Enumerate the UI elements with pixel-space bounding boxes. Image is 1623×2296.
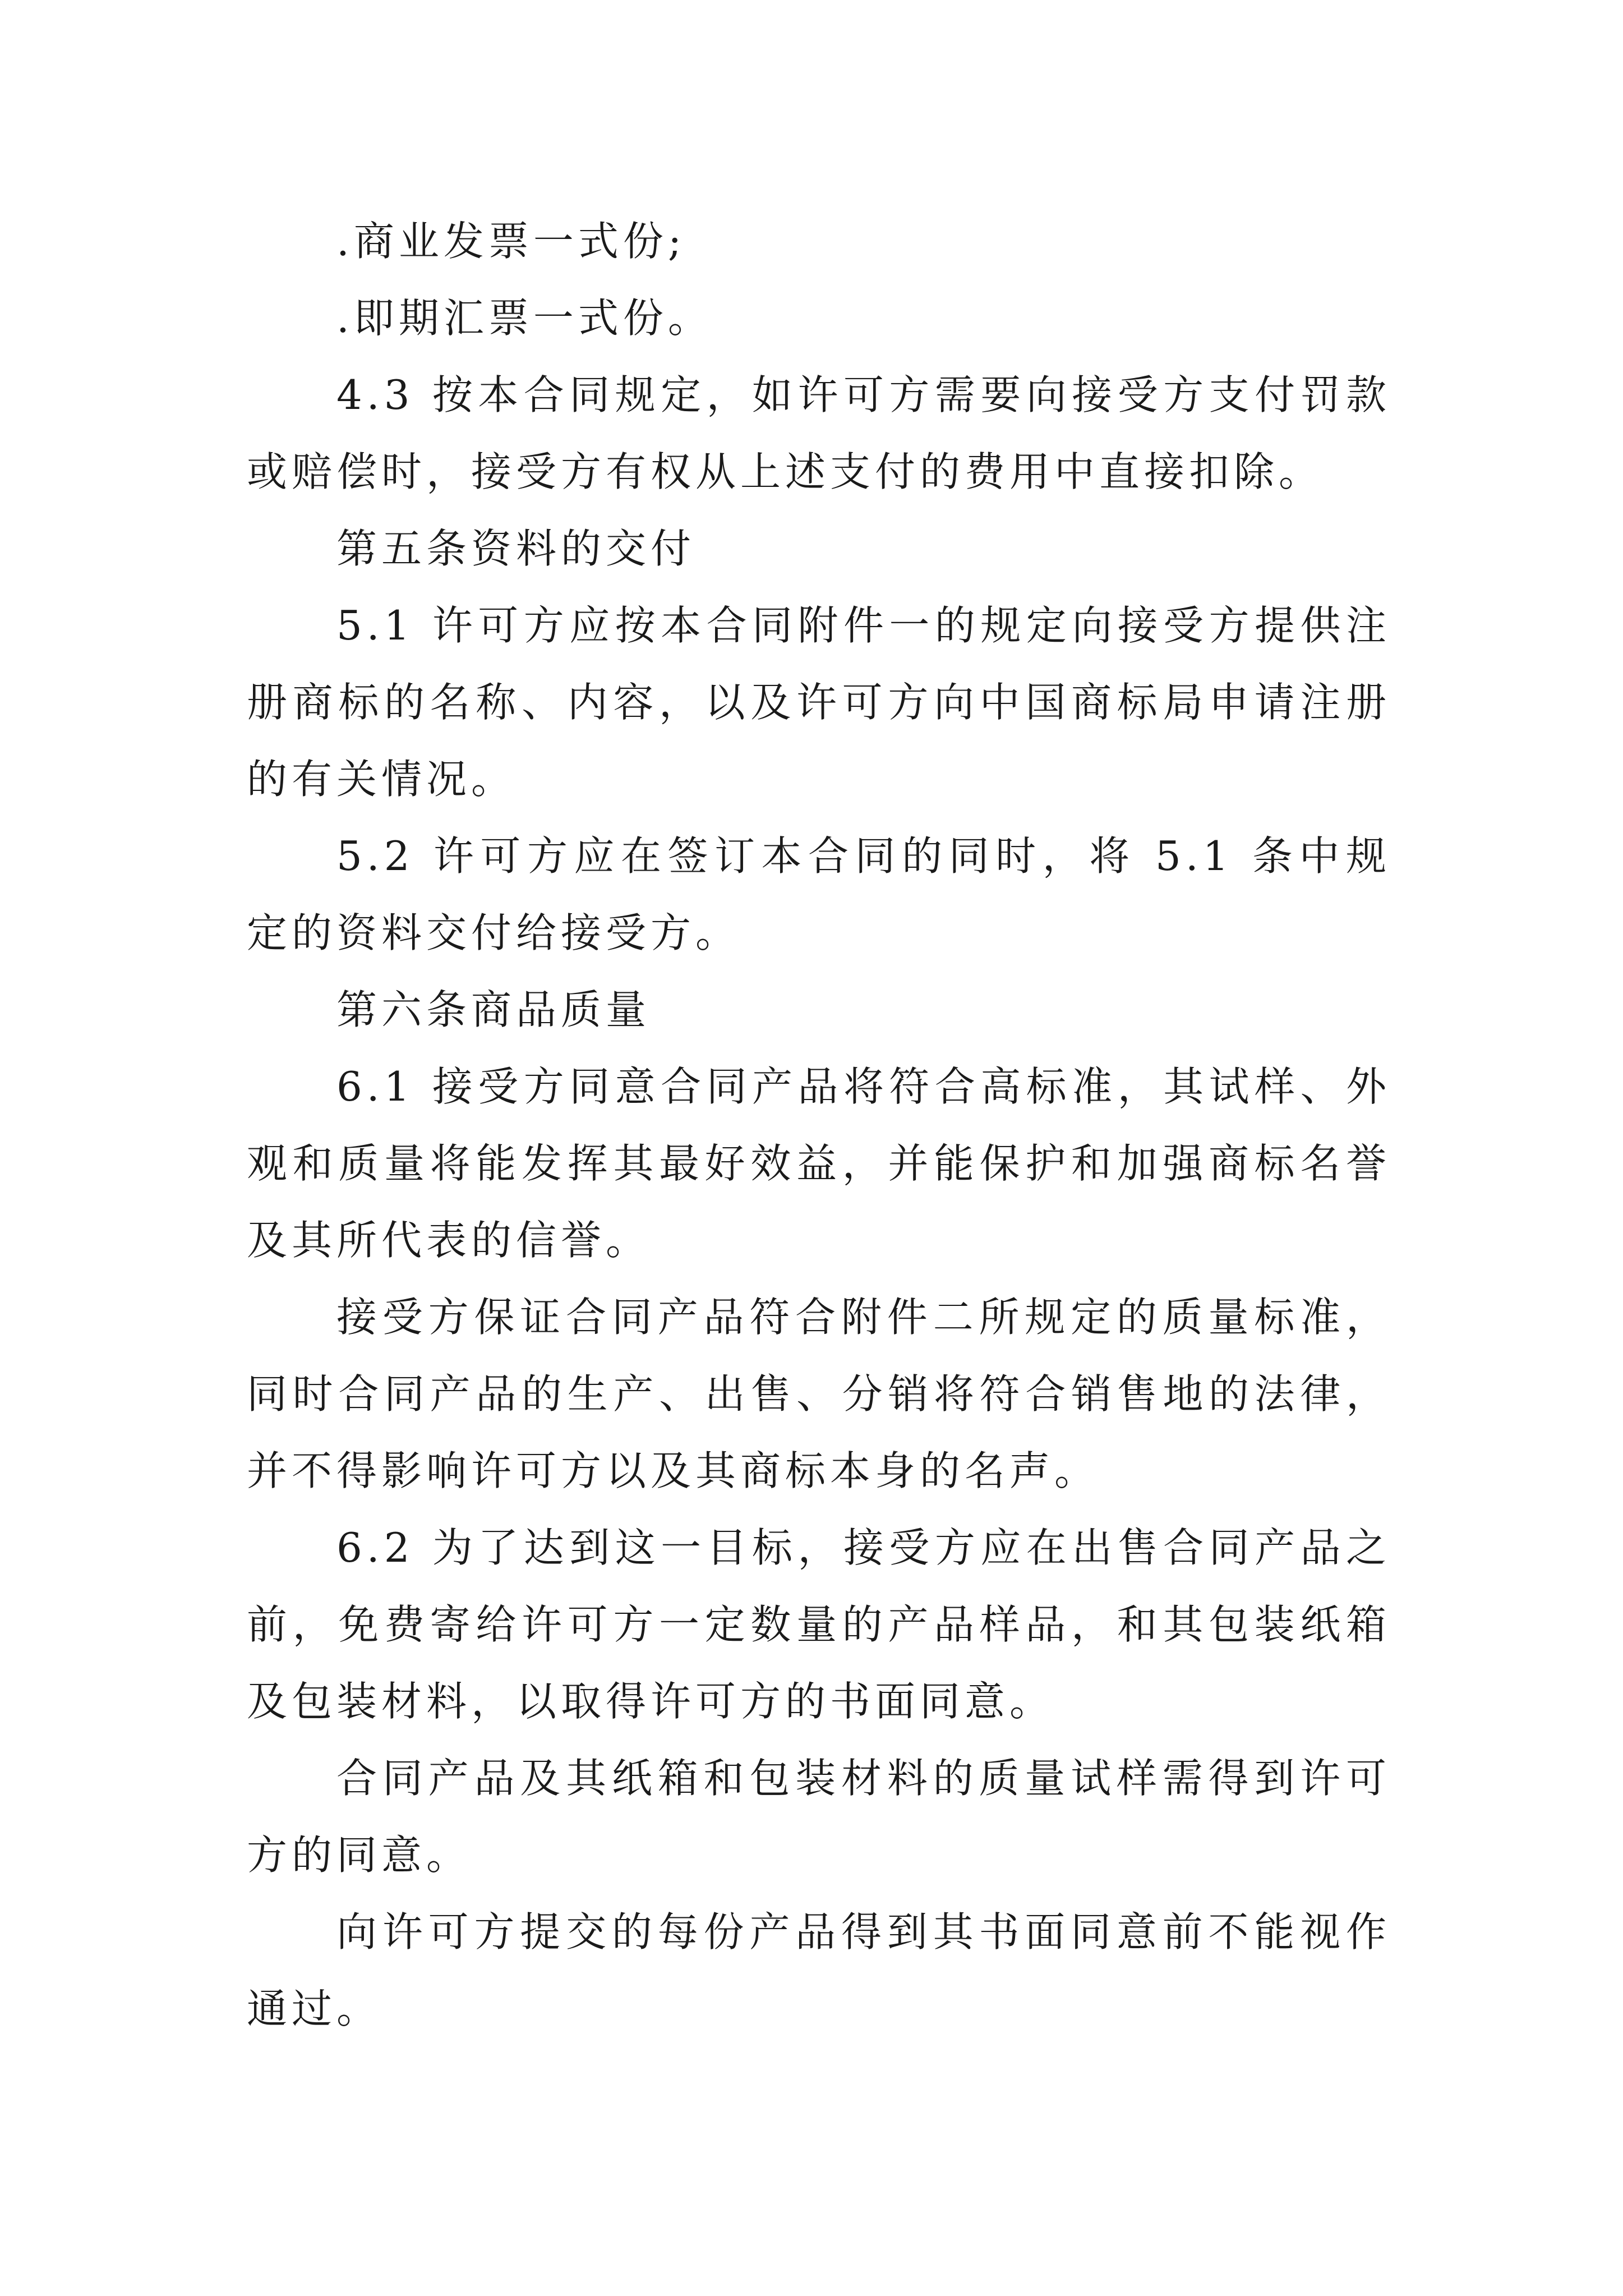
- invoice-line: .商业发票一式份;: [336, 218, 686, 265]
- article-6-heading: 第六条商品质量: [336, 986, 651, 1033]
- clause-4-3: 4.3 按本合同规定，如许可方需要向接受方支付罚款或赔偿时，接受方有权从上述支付的费用中直接扣除。: [247, 371, 1391, 495]
- clause-6-2-samples: 合同产品及其纸箱和包装材料的质量试样需得到许可方的同意。: [247, 1755, 1391, 1879]
- clause-6-1-quality: 接受方保证合同产品符合附件二所规定的质量标准，同时合同产品的生产、出售、分销将符合销售地的法律，并不得影响许可方以及其商标本身的名声。: [247, 1294, 1391, 1494]
- document-body: [247, 203, 1391, 2047]
- clause-6-2: 6.2 为了达到这一目标，接受方应在出售合同产品之前，免费寄给许可方一定数量的产品样品，和其包装纸箱及包装材料，以取得许可方的书面同意。: [247, 1524, 1391, 1725]
- clause-5-2: 5.2 许可方应在签订本合同的同时，将 5.1 条中规定的资料交付给接受方。: [247, 832, 1391, 956]
- article-5-heading: 第五条资料的交付: [336, 525, 696, 572]
- clause-5-1: 5.1 许可方应按本合同附件一的规定向接受方提供注册商标的名称、内容，以及许可方向中国商标局申请注册的有关情况。: [247, 602, 1391, 803]
- clause-6-2-approval: 向许可方提交的每份产品得到其书面同意前不能视作通过。: [247, 1908, 1391, 2032]
- clause-6-1: 6.1 接受方同意合同产品将符合高标准，其试样、外观和质量将能发挥其最好效益，并能保护和加强商标名誉及其所代表的信誉。: [247, 1063, 1391, 1264]
- draft-line: .即期汇票一式份。: [336, 295, 713, 342]
